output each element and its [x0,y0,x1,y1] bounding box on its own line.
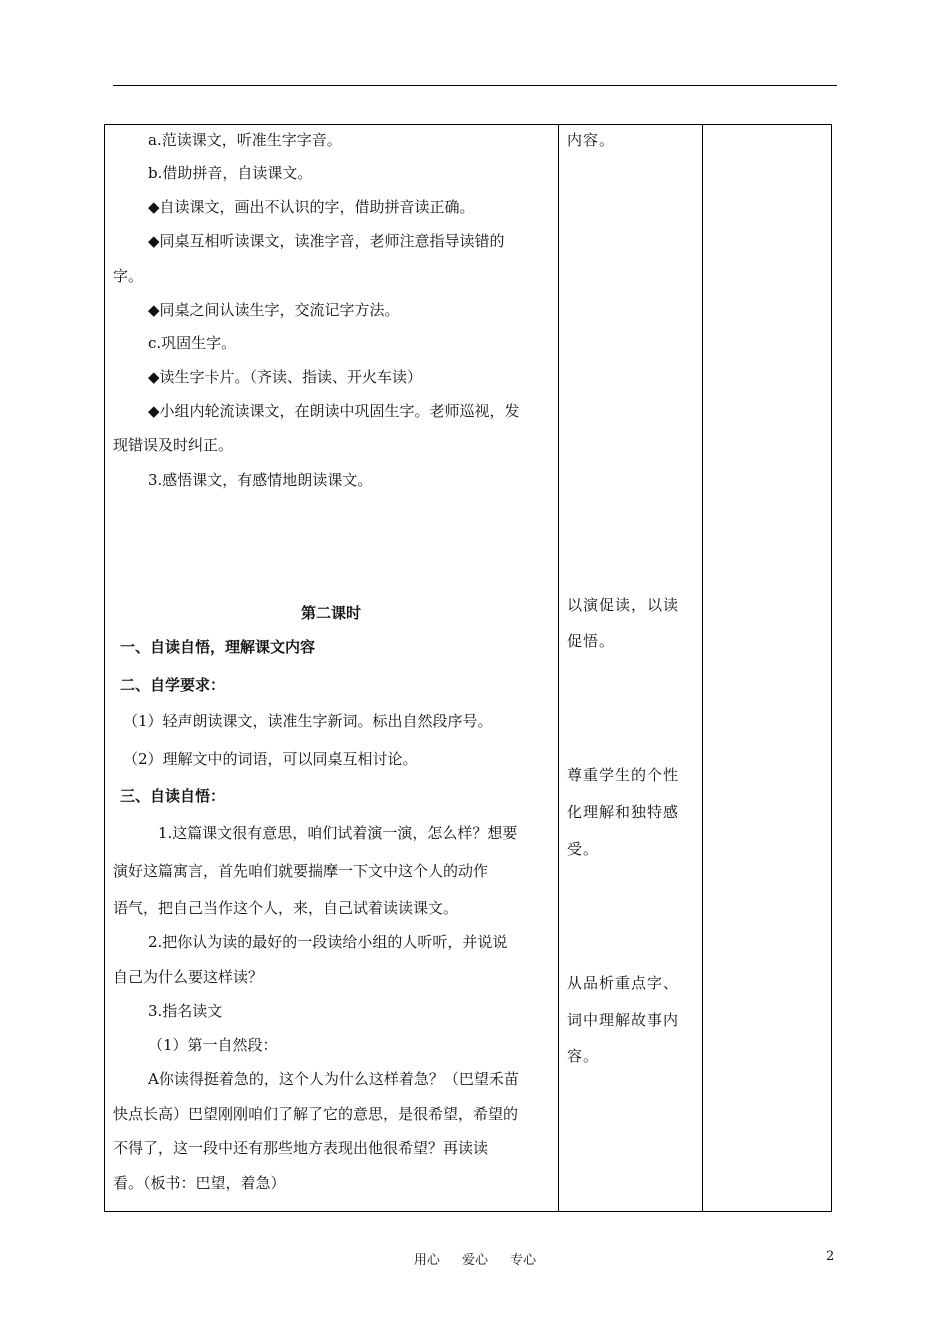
note-line: 词中理解故事内 [567,1011,680,1029]
page-number: 2 [826,1249,835,1264]
text-line: 快点长高）巴望刚刚咱们了解了它的意思，是很希望，希望的 [113,1105,519,1123]
text-line: 语气，把自己当作这个人，来，自己试着读读课文。 [113,899,459,917]
text-line: c.巩固生字。 [148,334,237,352]
note-line: 化理解和独特感 [567,803,680,821]
text-line: 演好这篇寓言，首先咱们就要揣摩一下文中这个人的动作 [113,862,489,880]
note-line: 内容。 [567,131,616,149]
section-heading: 第二课时 [300,604,361,622]
footer-motto [0,1249,950,1268]
text-line: 现错误及时纠正。 [113,436,234,454]
footer-word: 爱心 [461,1253,488,1268]
text-line: 2.把你认为读的最好的一段读给小组的人听听，并说说 [148,933,508,951]
text-line: ◆小组内轮流读课文，在朗读中巩固生字。老师巡视，发 [148,402,520,420]
note-line: 受。 [567,840,600,858]
footer-word: 专心 [510,1253,537,1268]
text-line: ◆读生字卡片。（齐读、指读、开火车读） [148,368,423,386]
text-line: （1）第一自然段： [148,1036,278,1054]
lesson-table [104,124,832,1212]
text-line: 自己为什么要这样读？ [113,968,264,986]
note-line: 促悟。 [567,632,616,650]
text-line: （2）理解文中的词语，可以同桌互相讨论。 [123,750,418,768]
text-line: （1）轻声朗读课文，读准生字新词。标出自然段序号。 [123,712,493,730]
design-intent-column [559,125,702,1211]
section-heading: 二、自学要求： [120,676,226,694]
text-line: 字。 [113,267,144,285]
text-line: ◆同桌互相听读课文，读准字音，老师注意指导读错的 [148,232,505,250]
text-line: ◆自读课文，画出不认识的字，借助拼音读正确。 [148,198,475,216]
note-line: 从品析重点字、 [567,974,680,992]
text-line: a.范读课文，听准生字字音。 [148,131,342,149]
text-line: 不得了，这一段中还有那些地方表现出他很希望？再读读 [113,1139,489,1157]
footer-word: 用心 [413,1253,440,1268]
section-heading: 一、自读自悟，理解课文内容 [120,638,316,656]
text-line: 3.指名读文 [148,1002,223,1020]
text-line: ◆同桌之间认读生字，交流记字方法。 [148,301,400,319]
note-line: 尊重学生的个性 [567,766,680,784]
column-divider [702,125,703,1211]
section-heading: 三、自读自悟： [120,787,226,805]
text-line: 1.这篇课文很有意思，咱们试着演一演，怎么样？想要 [158,824,518,842]
note-line: 容。 [567,1047,600,1065]
header-rule [113,85,837,86]
text-line: 3.感悟课文，有感情地朗读课文。 [148,471,373,489]
text-line: 看。（板书：巴望，着急） [113,1174,286,1192]
text-line: A你读得挺着急的，这个人为什么这样着急？（巴望禾苗 [148,1070,519,1088]
note-line: 以演促读，以读 [567,596,680,614]
text-line: b.借助拼音，自读课文。 [148,164,313,182]
